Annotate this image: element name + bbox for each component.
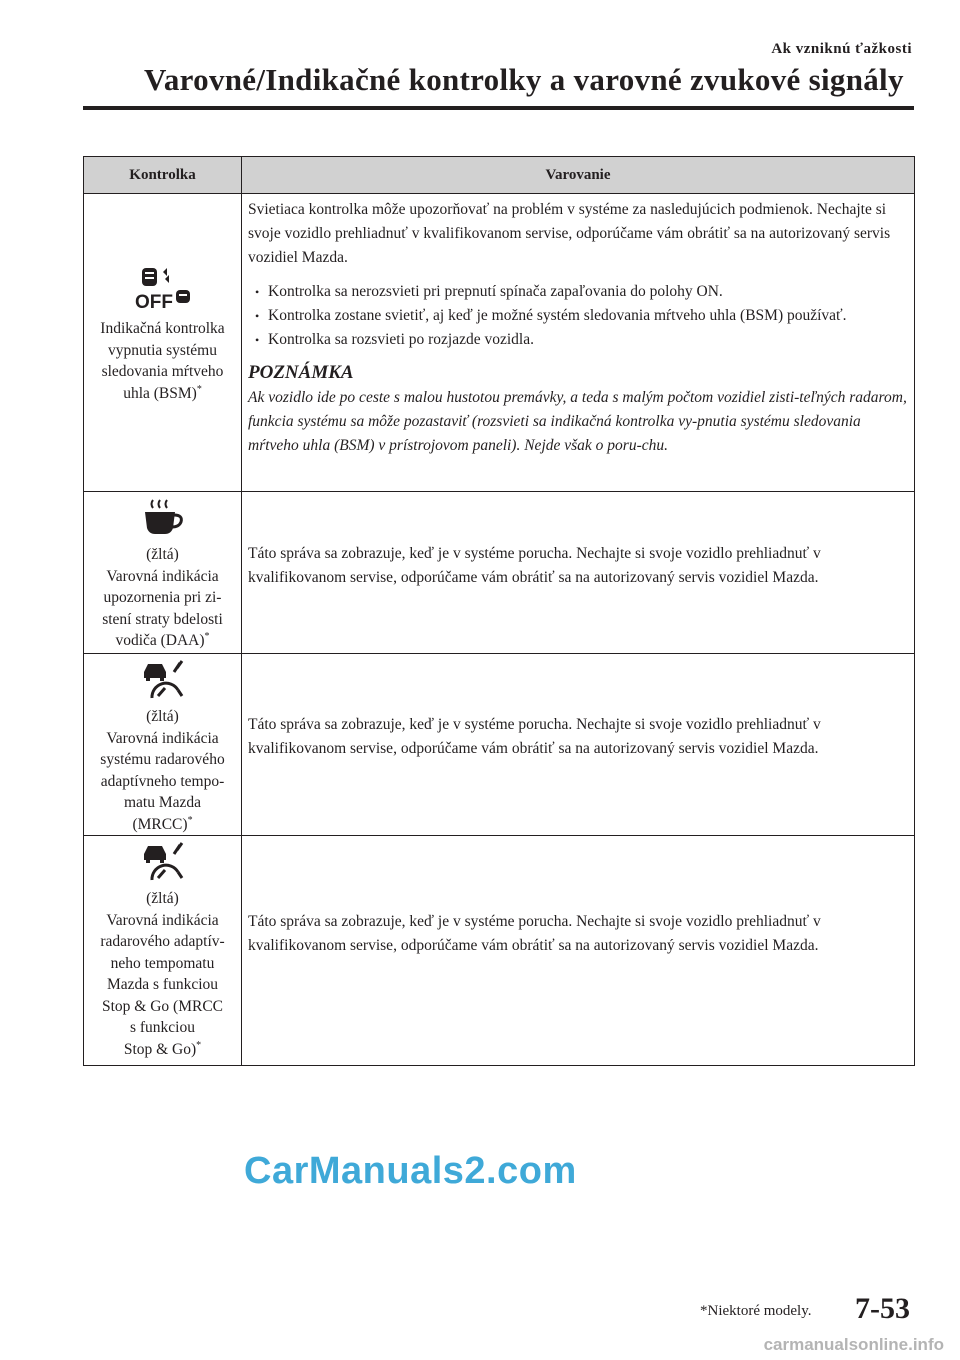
radar-cruise-warning-icon — [138, 660, 188, 700]
footnote: *Niektoré modely. — [700, 1303, 812, 1319]
table-row — [84, 194, 915, 492]
warning-text: Táto správa sa zobrazuje, keď je v systéme porucha. Nechajte si svoje vozidlo prehliadnuť v kvalifikovanom servise, odporúčame vám obrátiť sa na autorizovaný servis vozidiel Mazda. — [248, 913, 821, 954]
indicator-cell — [84, 836, 242, 1066]
table-row — [84, 836, 915, 1066]
list-item: • Kontrolka sa rozsvieti po rozjazde vozidla. — [248, 328, 908, 352]
site-watermark: carmanualsonline.info — [763, 1335, 944, 1354]
warning-cell — [242, 492, 915, 654]
indicator-label: Indikačná kontrolka vypnutia systému sledovania mŕtveho uhla (BSM)* — [100, 320, 225, 402]
note-text: Ak vozidlo ide po ceste s malou hustotou premávky, a teda s malým počtom vozidiel zisti-teľných radarom, funkcia systému sa môže pozastaviť (rozsvieti sa indikačná kontrolka vy-pnutia systému sledovania mŕtveho uhla (BSM) v prístrojovom paneli). Nejde však o poru-chu. — [248, 389, 907, 454]
warning-cell — [242, 654, 915, 836]
warning-cell — [242, 836, 915, 1066]
indicator-label: (žltá) Varovná indikácia upozornenia pri zi- stení straty bdelosti vodiča (DAA)* — [102, 546, 223, 649]
warning-text: Táto správa sa zobrazuje, keď je v systéme porucha. Nechajte si svoje vozidlo prehliadnuť v kvalifikovanom servise, odporúčame vám obrátiť sa na autorizovaný servis vozidiel Mazda. — [248, 716, 821, 757]
indicator-cell — [84, 654, 242, 836]
indicator-table — [83, 156, 915, 1066]
indicator-label: (žltá) Varovná indikácia radarového adaptív- neho tempomatu Mazda s funkciou Stop & Go (MRCC s funkciou Stop & Go)* — [100, 890, 225, 1058]
coffee-cup-icon — [139, 498, 187, 538]
indicator-label: (žltá) Varovná indikácia systému radarového adaptívneho tempo- matu Mazda (MRCC)* — [100, 708, 225, 833]
section-title: Ak vzniknú ťažkosti — [771, 41, 912, 57]
bsm-off-icon — [134, 266, 192, 312]
indicator-cell — [84, 492, 242, 654]
table-header-row — [84, 157, 915, 194]
list-item: • Kontrolka zostane svietiť, aj keď je možné systém sledovania mŕtveho uhla (BSM) používať. — [248, 304, 908, 328]
warning-text: Táto správa sa zobrazuje, keď je v systéme porucha. Nechajte si svoje vozidlo prehliadnuť v kvalifikovanom servise, odporúčame vám obrátiť sa na autorizovaný servis vozidiel Mazda. — [248, 545, 821, 586]
list-item: • Kontrolka sa nerozsvieti pri prepnutí spínača zapaľovania do polohy ON. — [248, 280, 908, 304]
warning-cell — [242, 194, 915, 492]
condition-list — [248, 280, 908, 352]
column-header-indicator: Kontrolka — [84, 157, 242, 194]
warning-text: Svietiaca kontrolka môže upozorňovať na problém v systéme za nasledujúcich podmienok. Nechajte si svoje vozidlo prehliadnuť v kvalifikovanom servise, odporúčame vám obrátiť sa na autorizovaný servis vozidiel Mazda. — [248, 201, 891, 266]
note-title: POZNÁMKA — [248, 362, 354, 383]
svg-text:OFF: OFF — [134, 292, 173, 312]
indicator-cell — [84, 194, 242, 492]
page-number: 7-53 — [855, 1292, 910, 1325]
radar-cruise-stop-go-warning-icon — [138, 842, 188, 882]
column-header-warning: Varovanie — [242, 157, 915, 194]
table-row — [84, 492, 915, 654]
page-title: Varovné/Indikačné kontrolky a varovné zvukové signály — [144, 62, 904, 97]
header-rule — [83, 106, 914, 110]
watermark: CarManuals2.com — [244, 1150, 577, 1192]
table-row — [84, 654, 915, 836]
